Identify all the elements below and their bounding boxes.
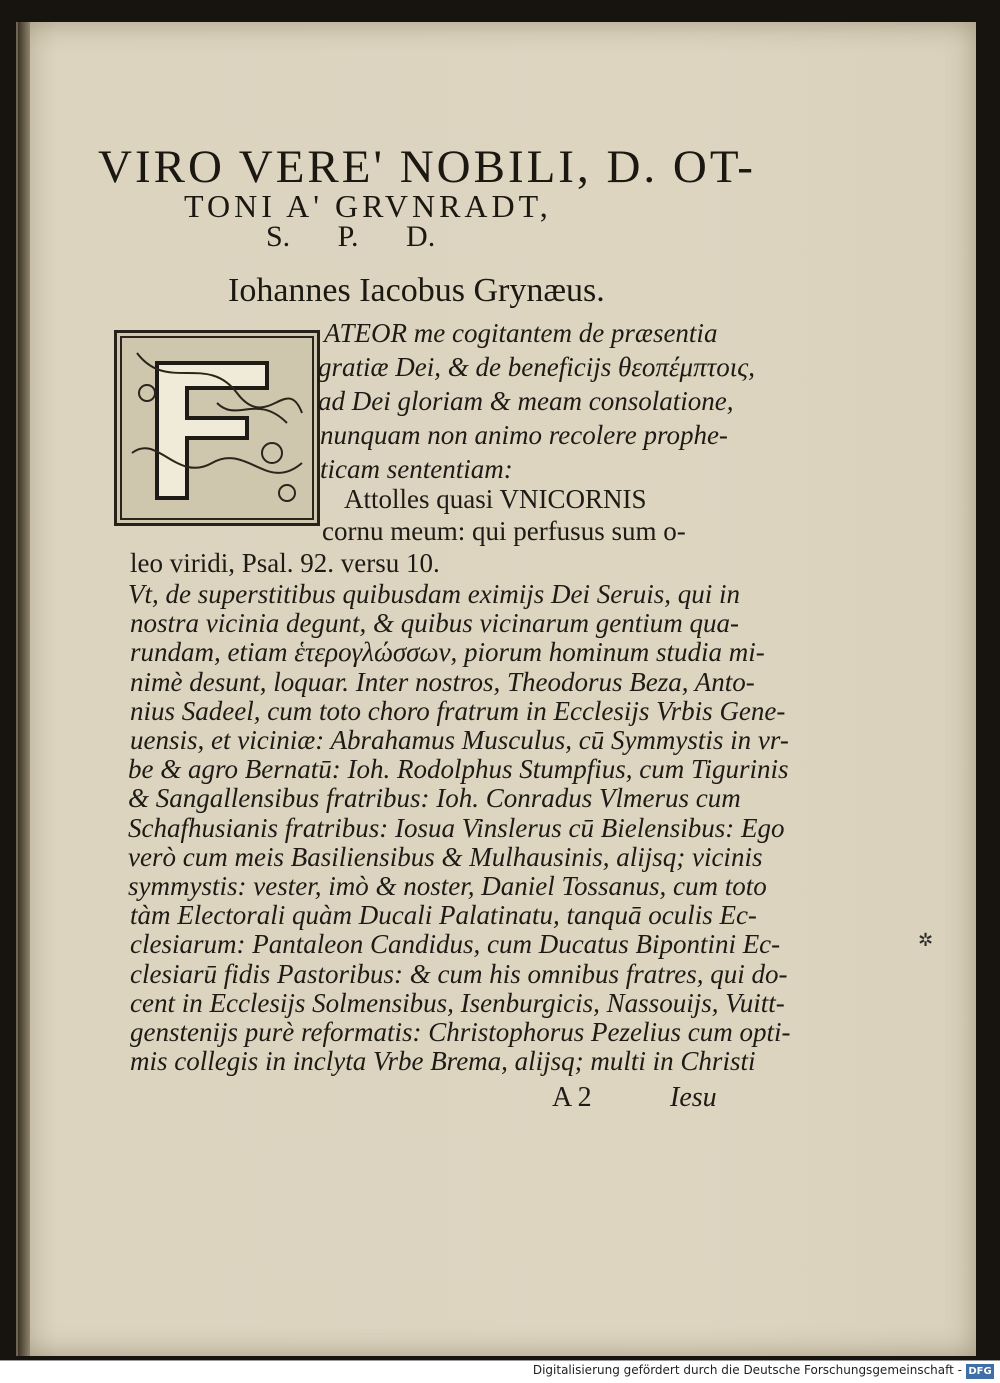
text-line: ticam sententiam:	[320, 454, 513, 484]
text-line: nius Sadeel, cum toto choro fratrum in Ecclesijs Vrbis Gene-	[130, 695, 786, 726]
footer-bar	[0, 1360, 1000, 1383]
text-line: genstenijs purè reformatis: Christophorus Pezelius cum opti-	[130, 1017, 791, 1047]
text-line: symmystis: vester, imò & noster, Daniel Tossanus, cum toto	[128, 871, 767, 901]
text-line: ad Dei gloriam & meam consolatione,	[318, 386, 734, 416]
text-line: nunquam non animo recolere prophe-	[320, 420, 728, 450]
catchword: Iesu	[670, 1082, 717, 1113]
text-line: Attolles quasi VNICORNIS	[344, 484, 647, 514]
text-line: tàm Electorali quàm Ducali Palatinatu, tanquā oculis Ec-	[130, 900, 757, 931]
text-line: mis collegis in inclyta Vrbe Brema, alijsq; multi in Christi	[130, 1046, 756, 1077]
text-line: Vt, de superstitibus quibusdam eximijs Dei Seruis, qui in	[128, 579, 740, 609]
text-line: be & agro Bernatū: Ioh. Rodolphus Stumpfius, cum Tigurinis	[128, 754, 789, 785]
author-name: Iohannes Iacobus Grynæus.	[228, 272, 605, 309]
text-line: leo viridi, Psal. 92. versu 10.	[130, 548, 440, 578]
heading-line-3: S. P. D.	[266, 220, 436, 253]
text-line: cornu meum: qui perfusus sum o-	[322, 516, 686, 546]
text-line: ATEOR me cogitantem de præsentia	[324, 318, 718, 348]
margin-mark-icon: ✲	[918, 930, 934, 951]
text-line: uensis, et viciniæ: Abrahamus Musculus, cū Symmystis in vr-	[130, 725, 789, 755]
dfg-logo-icon: DFG	[966, 1364, 994, 1379]
text-line: verò cum meis Basiliensibus & Mulhausinis, alijsq; vicinis	[128, 841, 763, 872]
signature-mark: A 2	[552, 1082, 592, 1113]
text-line: nimè desunt, loquar. Inter nostros, Theodorus Beza, Anto-	[130, 666, 755, 697]
heading-line-2: TONI A' GRVNRADT,	[184, 188, 552, 224]
heading-line-1: VIRO VERE' NOBILI, D. OT-	[98, 141, 756, 193]
text-line: rundam, etiam ἑτερογλώσσων, piorum hominum studia mi-	[130, 637, 765, 668]
text-line: clesiarum: Pantaleon Candidus, cum Ducatus Bipontini Ec-	[130, 929, 781, 960]
decorated-initial-f-icon	[114, 330, 320, 526]
text-line: nostra vicinia degunt, & quibus vicinarum gentium qua-	[130, 608, 739, 639]
text-line: & Sangallensibus fratribus: Ioh. Conradus Vlmerus cum	[128, 783, 741, 814]
page-gutter	[18, 22, 30, 1356]
text-line: clesiarū fidis Pastoribus: & cum his omnibus fratres, qui do-	[130, 958, 788, 989]
text-line: gratiæ Dei, & de beneficijs θεοπέμπτοις,	[318, 352, 755, 382]
text-line: cent in Ecclesijs Solmensibus, Isenburgicis, Nassouijs, Vuitt-	[130, 987, 785, 1018]
footer-text: Digitalisierung gefördert durch die Deutsche Forschungsgemeinschaft -	[532, 1363, 962, 1377]
text-line: Schafhusianis fratribus: Iosua Vinslerus cū Bielensibus: Ego	[128, 812, 785, 843]
